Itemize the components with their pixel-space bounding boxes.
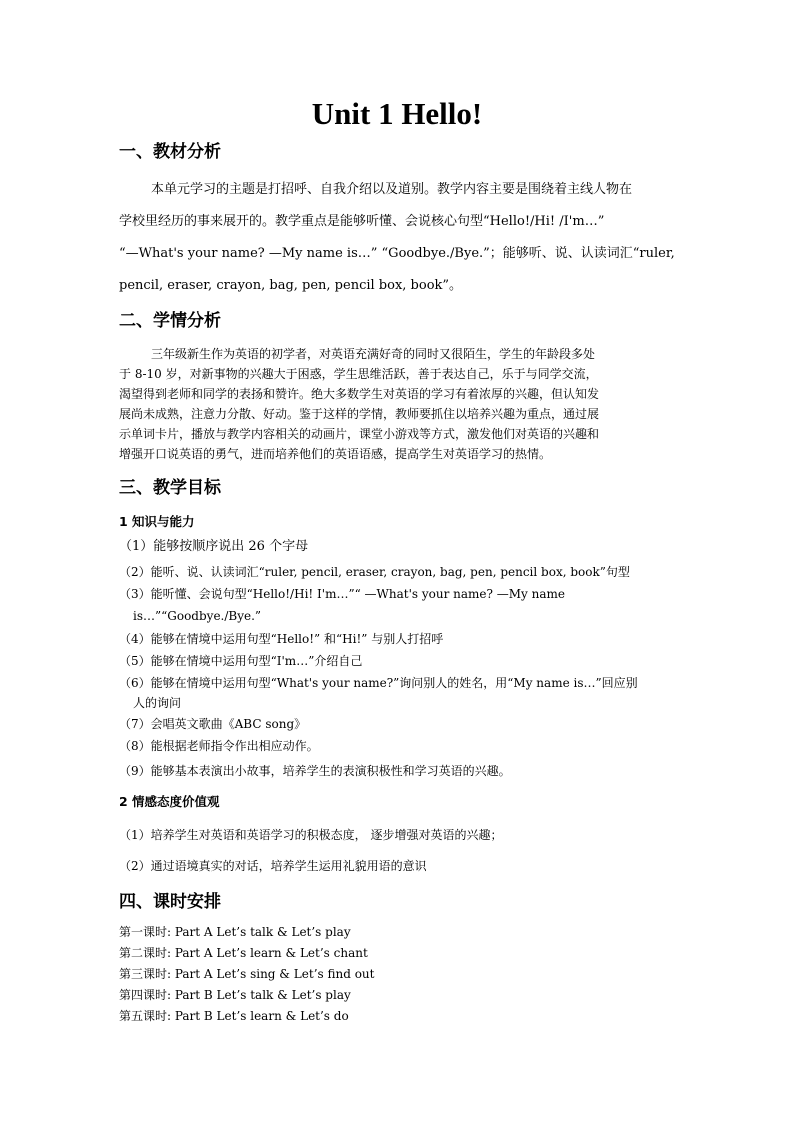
paragraph-line: 三年级新生作为英语的初学者，对英语充满好奇的同时又很陌生，学生的年龄段多处 (151, 347, 596, 361)
lesson-item: 第四课时: Part B Let’s talk & Let’s play (119, 988, 351, 1002)
paragraph-line: 于 8-10 岁，对新事物的兴趣大于困惑，学生思维活跃，善于表达自己，乐于与同学交流， (119, 367, 598, 381)
section-heading-schedule: 四、课时安排 (119, 892, 221, 912)
section-heading-analysis: 一、教材分析 (119, 142, 221, 162)
goal-item: （5）能够在情境中运用句型“I'm…”介绍自己 (119, 654, 363, 668)
paragraph-line: pencil, eraser, crayon, bag, pen, pencil box, book”。 (119, 278, 463, 293)
goal-item: （3）能听懂、会说句型“Hello!/Hi! I'm…”“ —What's your name? —My name (119, 587, 565, 601)
attitude-item: （1）培养学生对英语和英语学习的积极态度， 逐步增强对英语的兴趣； (119, 828, 503, 842)
goal-item: （6）能够在情境中运用句型“What's your name?”询问别人的姓名，用“My name is…”回应别 (119, 676, 638, 690)
goal-item: （1）能够按顺序说出 26 个字母 (119, 539, 309, 554)
paragraph-line: 渴望得到老师和同学的表扬和赞许。绝大多数学生对英语的学习有着浓厚的兴趣，但认知发 (119, 387, 600, 401)
section-heading-learners: 二、学情分析 (119, 311, 221, 331)
paragraph-line: 学校里经历的事来展开的。教学重点是能够听懂、会说核心句型“Hello!/Hi! /I'm…” (119, 214, 605, 229)
lesson-item: 第三课时: Part A Let’s sing & Let’s find out (119, 967, 375, 981)
goal-item: （9）能够基本表演出小故事，培养学生的表演积极性和学习英语的兴趣。 (119, 764, 511, 778)
subheading-attitudes: 2 情感态度价值观 (119, 794, 220, 809)
paragraph-line: 展尚未成熟，注意力分散、好动。鉴于这样的学情，教师要抓住以培养兴趣为重点，通过展 (119, 407, 600, 421)
goal-item-continued: is…”“Goodbye./Bye.” (133, 609, 262, 623)
goal-item-continued: 人的询问 (133, 696, 182, 710)
lesson-item: 第五课时: Part B Let’s learn & Let’s do (119, 1009, 349, 1023)
goal-item: （4）能够在情境中运用句型“Hello!” 和“Hi!” 与别人打招呼 (119, 632, 444, 646)
goal-item: （8）能根据老师指令作出相应动作。 (119, 739, 319, 753)
paragraph-line: “—What's your name? —My name is…” “Goodbye./Bye.”；能够听、说、认读词汇“ruler, (119, 246, 675, 261)
lesson-item: 第一课时: Part A Let’s talk & Let’s play (119, 925, 351, 939)
paragraph-line: 示单词卡片，播放与教学内容相关的动画片，课堂小游戏等方式，激发他们对英语的兴趣和 (119, 427, 600, 441)
lesson-item: 第二课时: Part A Let’s learn & Let’s chant (119, 946, 368, 960)
section-heading-objectives: 三、教学目标 (119, 478, 221, 498)
goal-item: （2）能听、说、认读词汇“ruler, pencil, eraser, crayon, bag, pen, pencil box, book”句型 (119, 565, 630, 579)
goal-item: （7）会唱英文歌曲《ABC song》 (119, 717, 307, 731)
document-title: Unit 1 Hello! (311, 96, 483, 131)
subheading-knowledge: 1 知识与能力 (119, 514, 195, 529)
attitude-item: （2）通过语境真实的对话，培养学生运用礼貌用语的意识 (119, 859, 427, 873)
paragraph-line: 本单元学习的主题是打招呼、自我介绍以及道别。教学内容主要是围绕着主线人物在 (151, 182, 633, 197)
paragraph-line: 增强开口说英语的勇气，进而培养他们的英语语感，提高学生对英语学习的热情。 (119, 447, 552, 461)
